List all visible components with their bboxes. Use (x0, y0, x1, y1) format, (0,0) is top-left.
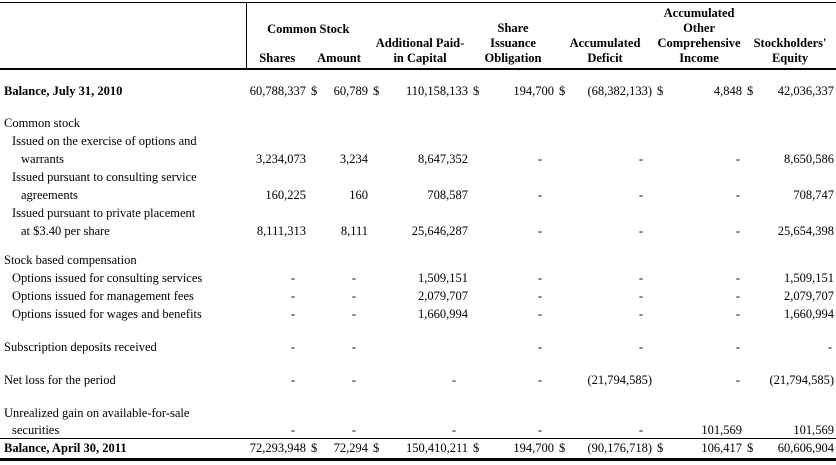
table-header (0, 3, 836, 69)
row-label: agreements (21, 187, 78, 202)
spacer-cell (0, 355, 836, 370)
cell-share-issuance-obligation: - (537, 187, 543, 202)
cell-stockholders-equity (760, 131, 836, 149)
cell-accumulated-deficit (568, 403, 654, 421)
currency-symbol (470, 268, 482, 286)
currency-symbol (470, 421, 482, 439)
cell-stockholders-equity: 1,509,151 (784, 270, 835, 285)
cell-additional-paid-in-capital: 25,646,287 (411, 223, 469, 238)
header-line: Income (679, 50, 719, 65)
cell-stockholders-equity (760, 203, 836, 221)
currency-symbol (308, 421, 322, 439)
cell-amount: - (351, 270, 357, 285)
cell-accumulated-other-comprehensive-income (664, 403, 744, 421)
cell-share-issuance-obligation: 194,700 (482, 439, 556, 460)
cell-additional-paid-in-capital: 8,647,352 (418, 151, 469, 166)
currency-symbol (470, 149, 482, 167)
cell-accumulated-other-comprehensive-income: 4,848 (713, 83, 743, 98)
header-line: Accumulated (569, 35, 641, 50)
currency-symbol (744, 286, 760, 304)
row-label: Common stock (4, 115, 81, 130)
cell-shares (246, 203, 308, 221)
cell-stockholders-equity: 8,650,586 (784, 151, 835, 166)
cell-share-issuance-obligation: - (537, 288, 543, 303)
cell-stockholders-equity (760, 250, 836, 268)
col-header-share-issuance-obligation (470, 3, 556, 69)
cell-share-issuance-obligation: - (537, 423, 543, 437)
currency-symbol (654, 370, 664, 388)
cell-stockholders-equity: 101,569 (793, 423, 835, 437)
table-row (0, 403, 836, 421)
cell-accumulated-deficit: (68,382,133) (587, 83, 653, 98)
cell-accumulated-other-comprehensive-income (664, 131, 744, 149)
cell-share-issuance-obligation (482, 131, 556, 149)
cell-accumulated-deficit: - (638, 339, 644, 354)
currency-symbol (654, 149, 664, 167)
currency-symbol (370, 250, 382, 268)
header-line: Deficit (587, 50, 623, 65)
cell-accumulated-other-comprehensive-income: - (735, 151, 741, 166)
currency-symbol: $ (370, 439, 382, 460)
currency-symbol (654, 167, 664, 185)
cell-shares: - (290, 288, 295, 303)
cell-shares (246, 403, 308, 421)
cell-accumulated-deficit (568, 167, 654, 185)
cell-amount: - (351, 306, 357, 321)
col-header-accumulated-deficit (556, 3, 654, 69)
currency-symbol (370, 149, 382, 167)
currency-symbol: $ (308, 439, 322, 460)
row-label: Issued pursuant to private placement (12, 205, 196, 220)
currency-symbol (654, 403, 664, 421)
spacer-cell (0, 99, 836, 113)
spacer-cell (0, 239, 836, 250)
cell-additional-paid-in-capital: 1,509,151 (418, 270, 469, 285)
statement-body (0, 69, 836, 460)
header-line: Stockholders' (753, 35, 827, 50)
header-line: Accumulated (663, 5, 735, 20)
currency-symbol (654, 185, 664, 203)
cell-share-issuance-obligation: - (537, 372, 543, 387)
currency-symbol (556, 286, 568, 304)
currency-symbol (470, 250, 482, 268)
cell-shares: 60,788,337 (249, 83, 306, 98)
currency-symbol (556, 403, 568, 421)
currency-symbol (470, 221, 482, 239)
row-label: Issued on the exercise of options and (12, 133, 197, 148)
currency-symbol: $ (373, 83, 380, 98)
cell-stockholders-equity: 708,747 (793, 187, 835, 202)
cell-accumulated-other-comprehensive-income: - (735, 372, 741, 387)
currency-symbol (308, 304, 322, 322)
currency-symbol (308, 149, 322, 167)
spacer-cell (0, 69, 836, 81)
header-line: in Capital (393, 50, 447, 65)
header-line: Comprehensive (657, 35, 741, 50)
currency-symbol (556, 203, 568, 221)
cell-share-issuance-obligation: - (537, 151, 543, 166)
currency-symbol (654, 304, 664, 322)
cell-additional-paid-in-capital: - (451, 372, 457, 387)
spacer-row (0, 322, 836, 337)
cell-amount: - (351, 372, 357, 387)
cell-accumulated-deficit: - (638, 151, 644, 166)
currency-symbol: $ (654, 439, 664, 460)
cell-accumulated-deficit: - (638, 270, 644, 285)
header-row-top (0, 3, 836, 39)
currency-symbol (308, 286, 322, 304)
table-row (0, 268, 836, 286)
currency-symbol (744, 421, 760, 439)
row-label: Options issued for wages and benefits (12, 306, 202, 321)
cell-accumulated-deficit: (21,794,585) (587, 372, 653, 387)
row-label: Options issued for consulting services (12, 270, 203, 285)
cell-share-issuance-obligation (482, 167, 556, 185)
currency-symbol: $ (559, 83, 566, 98)
currency-symbol (370, 337, 382, 355)
currency-symbol (744, 185, 760, 203)
currency-symbol (470, 337, 482, 355)
cell-shares (246, 131, 308, 149)
row-label: warrants (21, 151, 65, 166)
spacer-row (0, 355, 836, 370)
currency-symbol (370, 268, 382, 286)
table-row (0, 439, 836, 460)
row-label: Subscription deposits received (4, 339, 157, 354)
cell-stockholders-equity (760, 113, 836, 131)
cell-stockholders-equity (760, 167, 836, 185)
cell-share-issuance-obligation (482, 203, 556, 221)
currency-symbol (744, 221, 760, 239)
currency-symbol (308, 203, 322, 221)
cell-stockholders-equity: - (827, 339, 833, 354)
currency-symbol (308, 403, 322, 421)
equity-statement-table (0, 2, 836, 461)
currency-symbol (654, 131, 664, 149)
cell-amount (322, 167, 370, 185)
currency-symbol (370, 286, 382, 304)
cell-additional-paid-in-capital (382, 167, 470, 185)
cell-share-issuance-obligation: 194,700 (513, 83, 555, 98)
row-label: Options issued for management fees (12, 288, 194, 303)
row-label: Unrealized gain on available-for-sale (4, 405, 190, 420)
cell-shares: 3,234,073 (256, 151, 306, 166)
currency-symbol (556, 370, 568, 388)
cell-amount: 8,111 (340, 223, 369, 238)
currency-symbol (308, 221, 322, 239)
cell-stockholders-equity: (21,794,585) (769, 372, 835, 387)
currency-symbol (556, 304, 568, 322)
cell-amount (322, 113, 370, 131)
currency-symbol (744, 304, 760, 322)
cell-accumulated-deficit: (90,176,718) (568, 439, 654, 460)
table-row (0, 113, 836, 131)
cell-share-issuance-obligation: - (537, 306, 543, 321)
cell-accumulated-deficit (568, 113, 654, 131)
cell-share-issuance-obligation (482, 113, 556, 131)
currency-symbol (556, 221, 568, 239)
currency-symbol (470, 113, 482, 131)
col-header-additional-paid-in-capital (370, 3, 470, 69)
currency-symbol (370, 221, 382, 239)
cell-shares (246, 250, 308, 268)
currency-symbol (556, 337, 568, 355)
header-line: Additional Paid- (375, 35, 465, 50)
currency-symbol (744, 250, 760, 268)
table-row (0, 81, 836, 99)
currency-symbol (744, 203, 760, 221)
table-row (0, 167, 836, 185)
currency-symbol (556, 113, 568, 131)
currency-symbol: $ (657, 83, 664, 98)
spacer-cell (0, 322, 836, 337)
cell-accumulated-other-comprehensive-income: 101,569 (701, 423, 743, 437)
currency-symbol: $ (473, 83, 480, 98)
currency-symbol (470, 403, 482, 421)
row-label: Net loss for the period (4, 372, 116, 387)
table-row (0, 203, 836, 221)
cell-shares: - (290, 306, 295, 321)
currency-symbol (556, 250, 568, 268)
cell-shares: - (290, 339, 295, 354)
cell-share-issuance-obligation: - (537, 339, 543, 354)
cell-accumulated-other-comprehensive-income: - (735, 270, 741, 285)
cell-share-issuance-obligation (482, 250, 556, 268)
currency-symbol: $ (747, 83, 754, 98)
currency-symbol: $ (470, 439, 482, 460)
currency-symbol (654, 221, 664, 239)
table-row (0, 286, 836, 304)
table-row (0, 250, 836, 268)
currency-symbol: $ (556, 439, 568, 460)
cell-accumulated-other-comprehensive-income: - (735, 288, 741, 303)
currency-symbol (744, 370, 760, 388)
common-stock-group-label: Common Stock (267, 21, 350, 36)
cell-additional-paid-in-capital: 2,079,707 (418, 288, 469, 303)
cell-additional-paid-in-capital (382, 403, 470, 421)
currency-symbol (308, 185, 322, 203)
currency-symbol (654, 203, 664, 221)
header-line: Shares (259, 50, 296, 65)
currency-symbol (744, 167, 760, 185)
table-row (0, 131, 836, 149)
cell-stockholders-equity: 2,079,707 (784, 288, 835, 303)
currency-symbol (370, 167, 382, 185)
cell-additional-paid-in-capital (382, 203, 470, 221)
table-row (0, 370, 836, 388)
currency-symbol (308, 337, 322, 355)
table-row (0, 421, 836, 439)
cell-share-issuance-obligation: - (537, 223, 543, 238)
cell-shares: 160,225 (265, 187, 306, 202)
cell-additional-paid-in-capital (382, 250, 470, 268)
currency-symbol (744, 149, 760, 167)
cell-accumulated-other-comprehensive-income (664, 167, 744, 185)
cell-accumulated-deficit: - (638, 223, 644, 238)
cell-shares (246, 167, 308, 185)
currency-symbol (470, 370, 482, 388)
cell-additional-paid-in-capital: 708,587 (427, 187, 469, 202)
cell-accumulated-deficit: - (638, 288, 644, 303)
cell-shares: - (290, 270, 295, 285)
cell-shares (246, 113, 308, 131)
table-row (0, 185, 836, 203)
currency-symbol (370, 131, 382, 149)
cell-additional-paid-in-capital (382, 113, 470, 131)
currency-symbol (470, 304, 482, 322)
table-row (0, 149, 836, 167)
cell-additional-paid-in-capital: - (451, 423, 457, 437)
cell-accumulated-deficit: - (638, 306, 644, 321)
currency-symbol (308, 250, 322, 268)
cell-stockholders-equity: 60,606,904 (760, 439, 836, 460)
cell-amount (322, 250, 370, 268)
row-label: Stock based compensation (4, 252, 137, 267)
currency-symbol (556, 131, 568, 149)
currency-symbol (370, 403, 382, 421)
currency-symbol (556, 421, 568, 439)
cell-share-issuance-obligation (482, 403, 556, 421)
spacer-row (0, 69, 836, 81)
cell-accumulated-deficit (568, 203, 654, 221)
cell-accumulated-deficit: - (638, 423, 644, 437)
currency-symbol (556, 149, 568, 167)
cell-additional-paid-in-capital (382, 131, 470, 149)
currency-symbol (654, 421, 664, 439)
cell-shares: - (290, 423, 295, 437)
row-label: at $3.40 per share (21, 223, 110, 238)
currency-symbol (654, 337, 664, 355)
header-line: Issuance (490, 35, 536, 50)
header-line: Amount (317, 50, 361, 65)
cell-accumulated-other-comprehensive-income: - (735, 306, 741, 321)
currency-symbol (654, 250, 664, 268)
table-row (0, 337, 836, 355)
cell-shares: 8,111,313 (256, 223, 306, 238)
row-label: Balance, July 31, 2010 (4, 83, 123, 98)
col-header-amount (308, 39, 370, 69)
cell-amount (322, 403, 370, 421)
cell-stockholders-equity: 1,660,994 (784, 306, 835, 321)
cell-accumulated-other-comprehensive-income (664, 203, 744, 221)
header-line: Other (683, 20, 715, 35)
currency-symbol (308, 268, 322, 286)
cell-accumulated-other-comprehensive-income (664, 113, 744, 131)
cell-additional-paid-in-capital (382, 337, 470, 355)
row-label: Issued pursuant to consulting service (12, 169, 197, 184)
cell-additional-paid-in-capital: 1,660,994 (418, 306, 469, 321)
currency-symbol (308, 131, 322, 149)
table-row (0, 304, 836, 322)
spacer-cell (0, 388, 836, 403)
currency-symbol (370, 113, 382, 131)
currency-symbol (470, 167, 482, 185)
label-column-header (0, 3, 246, 69)
cell-amount: 3,234 (339, 151, 369, 166)
cell-accumulated-other-comprehensive-income (664, 250, 744, 268)
cell-accumulated-other-comprehensive-income: - (735, 339, 741, 354)
cell-stockholders-equity (760, 403, 836, 421)
cell-amount (322, 131, 370, 149)
currency-symbol (556, 268, 568, 286)
cell-stockholders-equity: 25,654,398 (777, 223, 835, 238)
currency-symbol (308, 370, 322, 388)
header-line: Share (497, 20, 529, 35)
cell-additional-paid-in-capital: 150,410,211 (382, 439, 470, 460)
currency-symbol (744, 113, 760, 131)
currency-symbol (470, 286, 482, 304)
currency-symbol (744, 337, 760, 355)
currency-symbol: $ (744, 439, 760, 460)
currency-symbol (370, 370, 382, 388)
currency-symbol (370, 421, 382, 439)
currency-symbol (370, 185, 382, 203)
currency-symbol (470, 185, 482, 203)
col-group-common-stock (246, 3, 370, 39)
cell-amount: 160 (349, 187, 369, 202)
cell-share-issuance-obligation: - (537, 270, 543, 285)
table-row (0, 221, 836, 239)
cell-accumulated-other-comprehensive-income: - (735, 187, 741, 202)
cell-accumulated-deficit: - (638, 187, 644, 202)
cell-shares: 72,293,948 (246, 439, 308, 460)
col-header-stockholders-equity (744, 3, 836, 69)
currency-symbol (308, 113, 322, 131)
currency-symbol (370, 304, 382, 322)
col-header-accumulated-other-comprehensive-income (654, 3, 744, 69)
col-header-shares (246, 39, 308, 69)
cell-accumulated-deficit (568, 250, 654, 268)
currency-symbol (744, 403, 760, 421)
cell-amount: - (351, 339, 357, 354)
currency-symbol (654, 113, 664, 131)
row-label: Balance, April 30, 2011 (0, 439, 246, 460)
currency-symbol (744, 131, 760, 149)
header-line: Equity (771, 50, 809, 65)
cell-shares: - (290, 372, 295, 387)
spacer-row (0, 239, 836, 250)
currency-symbol (744, 268, 760, 286)
cell-accumulated-other-comprehensive-income: - (735, 223, 741, 238)
cell-amount: 72,294 (322, 439, 370, 460)
cell-amount: 60,789 (333, 83, 369, 98)
cell-amount (322, 203, 370, 221)
cell-accumulated-other-comprehensive-income: 106,417 (664, 439, 744, 460)
spacer-row (0, 388, 836, 403)
spacer-row (0, 99, 836, 113)
currency-symbol (308, 167, 322, 185)
cell-additional-paid-in-capital: 110,158,133 (405, 83, 469, 98)
currency-symbol (556, 167, 568, 185)
currency-symbol: $ (311, 83, 318, 98)
cell-accumulated-deficit (568, 131, 654, 149)
currency-symbol (470, 131, 482, 149)
row-label: securities (12, 423, 60, 437)
currency-symbol (470, 203, 482, 221)
cell-amount: - (351, 423, 357, 437)
cell-amount: - (351, 288, 357, 303)
currency-symbol (654, 268, 664, 286)
header-line: Obligation (484, 50, 542, 65)
currency-symbol (556, 185, 568, 203)
cell-stockholders-equity: 42,036,337 (777, 83, 835, 98)
currency-symbol (370, 203, 382, 221)
currency-symbol (654, 286, 664, 304)
